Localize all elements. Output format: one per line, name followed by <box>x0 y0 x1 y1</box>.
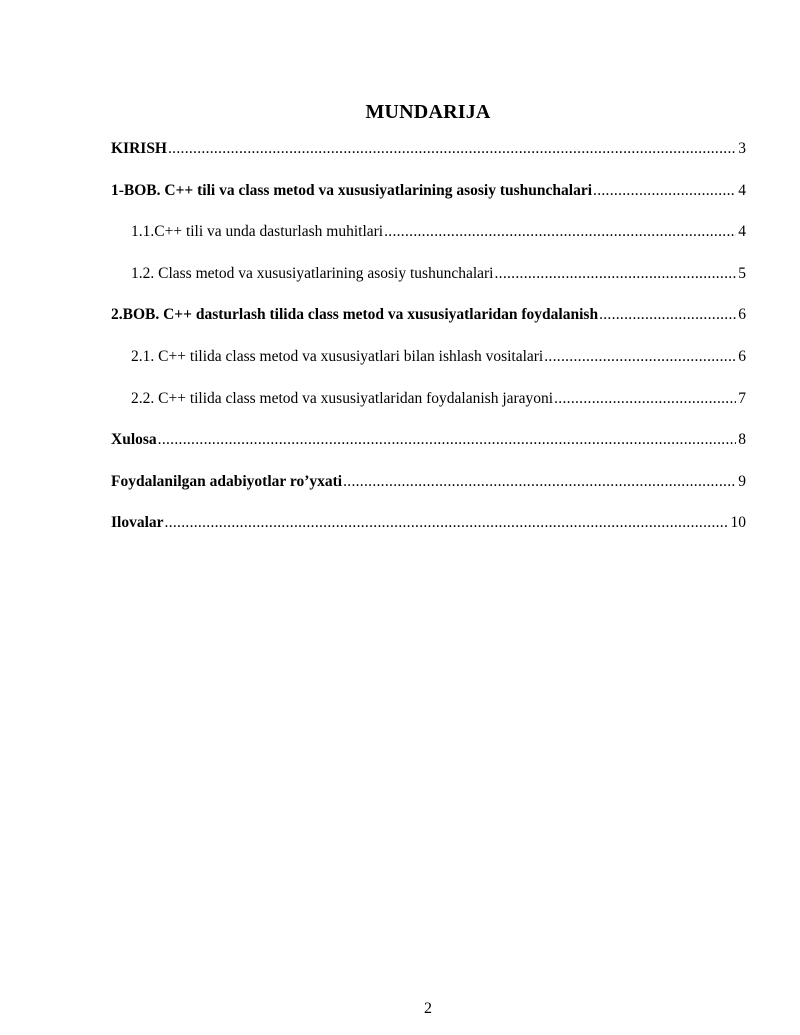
toc-entry-kirish[interactable] <box>111 138 746 180</box>
dot-leader <box>593 180 736 202</box>
toc-entry-label: Ilovalar <box>111 514 164 532</box>
toc-entry-label: 2.1. C++ tilida class metod va xususiyatlari bilan ishlash vositalari <box>131 347 544 365</box>
toc-entry-label: 2.2. C++ tilida class metod va xususiyatlaridan foydalanish jarayoni <box>131 389 554 407</box>
toc-entry-label: KIRISH <box>111 140 167 157</box>
table-of-contents <box>111 138 746 554</box>
dot-leader <box>168 138 736 160</box>
toc-entry-page: 7 <box>738 389 746 407</box>
toc-entry-section-2-1[interactable] <box>111 346 746 388</box>
toc-entry-label: Xulosa <box>111 431 157 449</box>
toc-entry-page: 5 <box>738 264 746 282</box>
dot-leader <box>384 221 736 243</box>
toc-entry-page: 6 <box>738 306 746 324</box>
toc-entry-label: 1.1.C++ tili va unda dasturlash muhitlari <box>131 223 384 241</box>
toc-entry-page: 4 <box>738 223 746 241</box>
toc-entry-section-2-2[interactable] <box>111 388 746 430</box>
toc-entry-page: 8 <box>738 431 746 449</box>
toc-entry-references[interactable] <box>111 471 746 513</box>
toc-entry-page: 4 <box>738 181 746 199</box>
toc-title: MUNDARIJA <box>365 101 491 123</box>
toc-entry-label: Foydalanilgan adabiyotlar ro’yxati <box>111 472 343 490</box>
page-number: 2 <box>424 1000 432 1017</box>
toc-entry-label: 1-BOB. C++ tili va class metod va xususiyatlarining asosiy tushunchalari <box>111 181 593 199</box>
toc-entry-page: 3 <box>738 140 746 157</box>
toc-entry-chapter-1[interactable] <box>111 180 746 222</box>
toc-entry-page: 6 <box>738 347 746 365</box>
toc-entry-section-1-1[interactable] <box>111 221 746 263</box>
dot-leader <box>494 263 736 285</box>
dot-leader <box>158 429 737 451</box>
toc-entry-section-1-2[interactable] <box>111 263 746 305</box>
dot-leader <box>554 388 736 410</box>
toc-entry-page: 10 <box>730 514 746 532</box>
toc-entry-ilovalar[interactable] <box>111 512 746 554</box>
dot-leader <box>599 304 736 326</box>
toc-entry-page: 9 <box>738 472 746 490</box>
dot-leader <box>544 346 736 368</box>
toc-entry-chapter-2[interactable] <box>111 304 746 346</box>
toc-entry-xulosa[interactable] <box>111 429 746 471</box>
toc-entry-label: 2.BOB. C++ dasturlash tilida class metod va xususiyatlaridan foydalanish <box>111 306 599 324</box>
dot-leader <box>343 471 736 493</box>
toc-entry-label: 1.2. Class metod va xususiyatlarining asosiy tushunchalari <box>131 264 494 282</box>
dot-leader <box>165 512 729 534</box>
